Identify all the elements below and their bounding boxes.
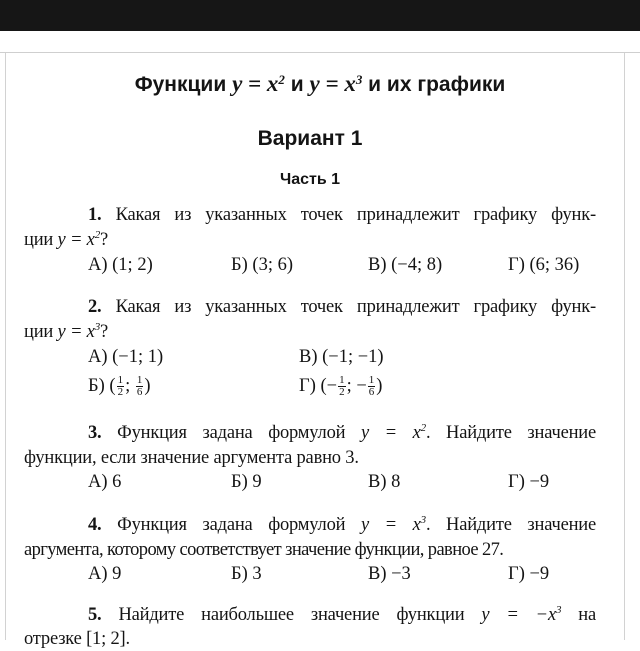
question-1-answer-v: В) (−4; 8) xyxy=(368,255,443,275)
question-1-answer-g: Г) (6; 36) xyxy=(508,255,580,275)
question-2-answer-g: Г) (− $\frac{1}{2}$ ; − $\frac{1}{6}$ ) xyxy=(299,374,383,399)
question-4-answer-a: А) 9 xyxy=(88,564,122,584)
question-3-answer-v: В) 8 xyxy=(368,472,401,492)
page-right-border xyxy=(624,53,625,640)
fraction: $\frac{1}{2}$ xyxy=(117,374,124,399)
question-3-line-1: 3. Функция задана формулой $y = x^2$. Найдите значение xyxy=(88,422,596,443)
top-dark-bar xyxy=(0,0,640,31)
question-5-line-1: 5. Найдите наибольшее значение функции $y = -x^3$ на xyxy=(88,604,596,625)
question-4-line-1: 4. Функция задана формулой $y = x^3$. Найдите значение xyxy=(88,514,596,535)
question-1-line-2: ции $y = x^2$? xyxy=(24,229,109,250)
page-title: Функции $y = x^2$ и $y = x^3$ и их графики xyxy=(134,71,506,96)
question-3-answer-g: Г) −9 xyxy=(508,472,550,492)
question-3-line-2: функции, если значение аргумента равно 3. xyxy=(24,448,359,468)
fraction: $\frac{1}{6}$ xyxy=(136,374,143,399)
page-top-border xyxy=(0,52,640,53)
question-3-answer-a: А) 6 xyxy=(88,472,122,492)
question-1-line-1: 1. Какая из указанных точек принадлежит графику функ- xyxy=(88,205,596,225)
question-4-answer-b: Б) 3 xyxy=(231,564,262,584)
question-1-answer-b: Б) (3; 6) xyxy=(231,255,293,275)
question-4-line-2: аргумента, которому соответствует значение функции, равное 27. xyxy=(24,540,504,560)
question-2-answer-v: В) (−1; −1) xyxy=(299,347,384,367)
question-2-line-1: 2. Какая из указанных точек принадлежит графику функ- xyxy=(88,297,596,317)
fraction: $\frac{1}{2}$ xyxy=(339,374,345,399)
question-4-answer-g: Г) −9 xyxy=(508,564,550,584)
fraction: $\frac{1}{6}$ xyxy=(368,374,375,399)
question-4-answer-v: В) −3 xyxy=(368,564,411,584)
question-3-answer-b: Б) 9 xyxy=(231,472,262,492)
question-1-answer-a: А) (1; 2) xyxy=(88,255,153,275)
question-2-answer-b: Б) ( $\frac{1}{2}$ ; $\frac{1}{6}$ ) xyxy=(88,374,151,399)
question-5-line-2: отрезке [1; 2]. xyxy=(24,629,130,649)
question-2-answer-a: А) (−1; 1) xyxy=(88,347,164,367)
part-heading: Часть 1 xyxy=(279,171,341,188)
variant-heading: Вариант 1 xyxy=(257,127,363,150)
question-2-line-2: ции $y = x^3$? xyxy=(24,321,109,342)
